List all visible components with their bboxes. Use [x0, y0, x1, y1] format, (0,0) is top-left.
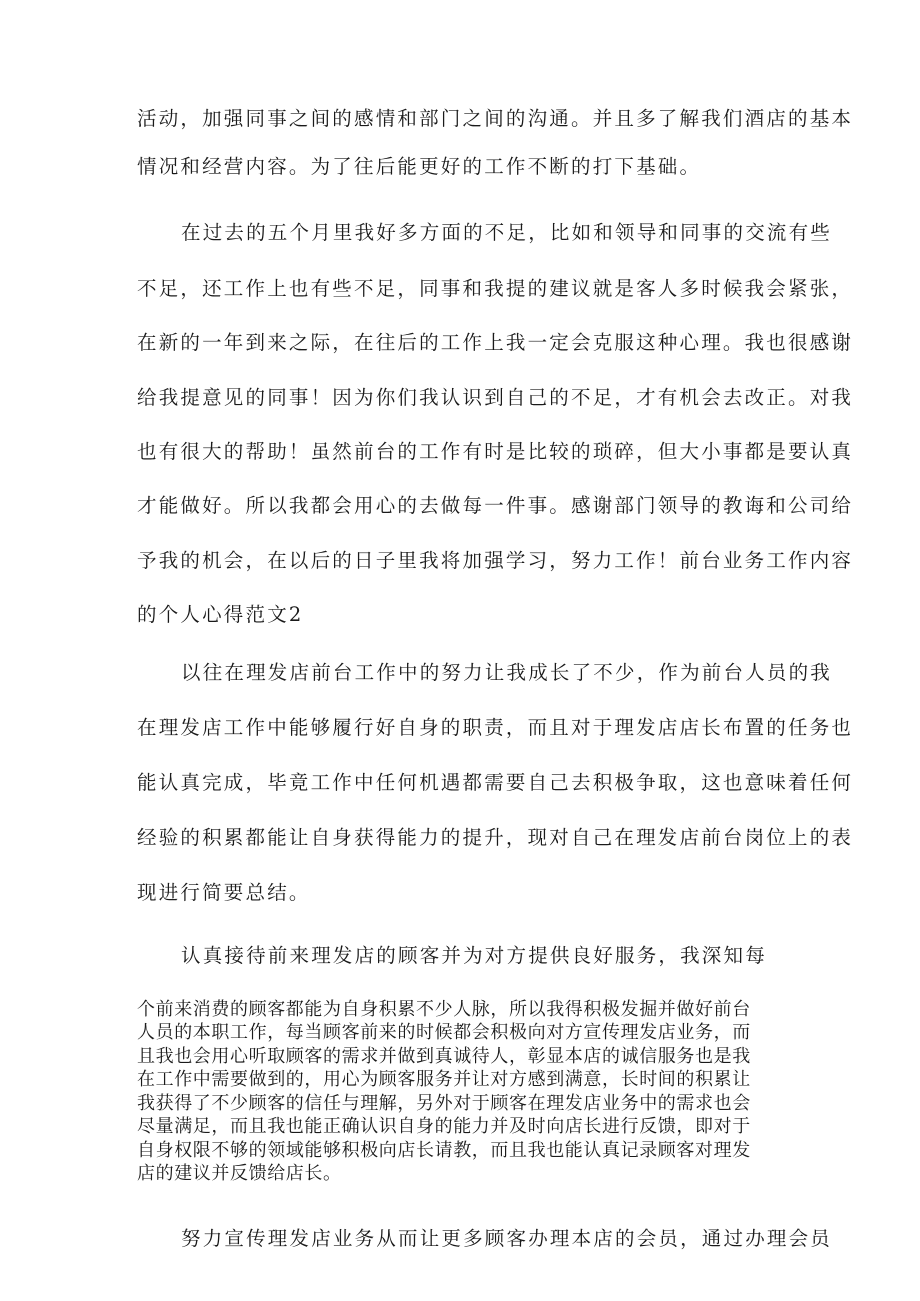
text-line: 才能做好。所以我都会用心的去做每一件事。感谢部门领导的教诲和公司给 — [137, 494, 854, 517]
text-line: 且我也会用心听取顾客的需求并做到真诚待人，彰显本店的诚信服务也是我 — [137, 1046, 751, 1067]
text-line: 现进行简要总结。 — [137, 881, 311, 904]
text-line: 我获得了不少顾客的信任与理解，另外对于顾客在理发店业务中的需求也会 — [137, 1093, 751, 1114]
text-line: 个前来消费的顾客都能为自身积累不少人脉，所以我得积极发掘并做好前台 — [137, 999, 751, 1020]
text-line: 予我的机会，在以后的日子里我将加强学习，努力工作！前台业务工作内容 — [137, 549, 854, 572]
text-line: 情况和经营内容。为了往后能更好的工作不断的打下基础。 — [137, 155, 702, 178]
section-title-line: 的个人心得范文2 — [137, 603, 304, 626]
text-line: 不足，还工作上也有些不足，同事和我提的建议就是客人多时候我会紧张， — [137, 277, 854, 300]
text-line: 经验的积累都能让自身获得能力的提升，现对自己在理发店前台岗位上的表 — [137, 826, 854, 849]
text-line: 在工作中需要做到的，用心为顾客服务并让对方感到满意，长时间的积累让 — [137, 1069, 751, 1090]
text-line: 尽量满足，而且我也能正确认识自身的能力并及时向店长进行反馈，即对于 — [137, 1116, 751, 1137]
paragraph-first-line: 认真接待前来理发店的顾客并为对方提供良好服务，我深知每 — [181, 944, 767, 967]
text-line: 给我提意见的同事！因为你们我认识到自己的不足，才有机会去改正。对我 — [137, 386, 854, 409]
text-line: 也有很大的帮助！虽然前台的工作有时是比较的琐碎，但大小事都是要认真 — [137, 440, 854, 463]
text-line: 人员的本职工作，每当顾客前来的时候都会积极向对方宣传理发店业务，而 — [137, 1022, 751, 1043]
text-line: 能认真完成，毕竟工作中任何机遇都需要自己去积极争取，这也意味着任何 — [137, 771, 854, 794]
paragraph-first-line: 在过去的五个月里我好多方面的不足，比如和领导和同事的交流有些 — [181, 221, 833, 244]
text-line: 店的建议并反馈给店长。 — [137, 1163, 342, 1184]
paragraph-first-line: 努力宣传理发店业务从而让更多顾客办理本店的会员，通过办理会员 — [181, 1227, 833, 1250]
text-line: 活动，加强同事之间的感情和部门之间的沟通。并且多了解我们酒店的基本 — [137, 107, 854, 130]
text-line: 在新的一年到来之际，在往后的工作上我一定会克服这种心理。我也很感谢 — [137, 331, 854, 354]
paragraph-first-line: 以往在理发店前台工作中的努力让我成长了不少，作为前台人员的我 — [181, 661, 833, 684]
text-line: 在理发店工作中能够履行好自身的职责，而且对于理发店店长布置的任务也 — [137, 716, 854, 739]
text-line: 自身权限不够的领域能够积极向店长请教，而且我也能认真记录顾客对理发 — [137, 1140, 751, 1161]
